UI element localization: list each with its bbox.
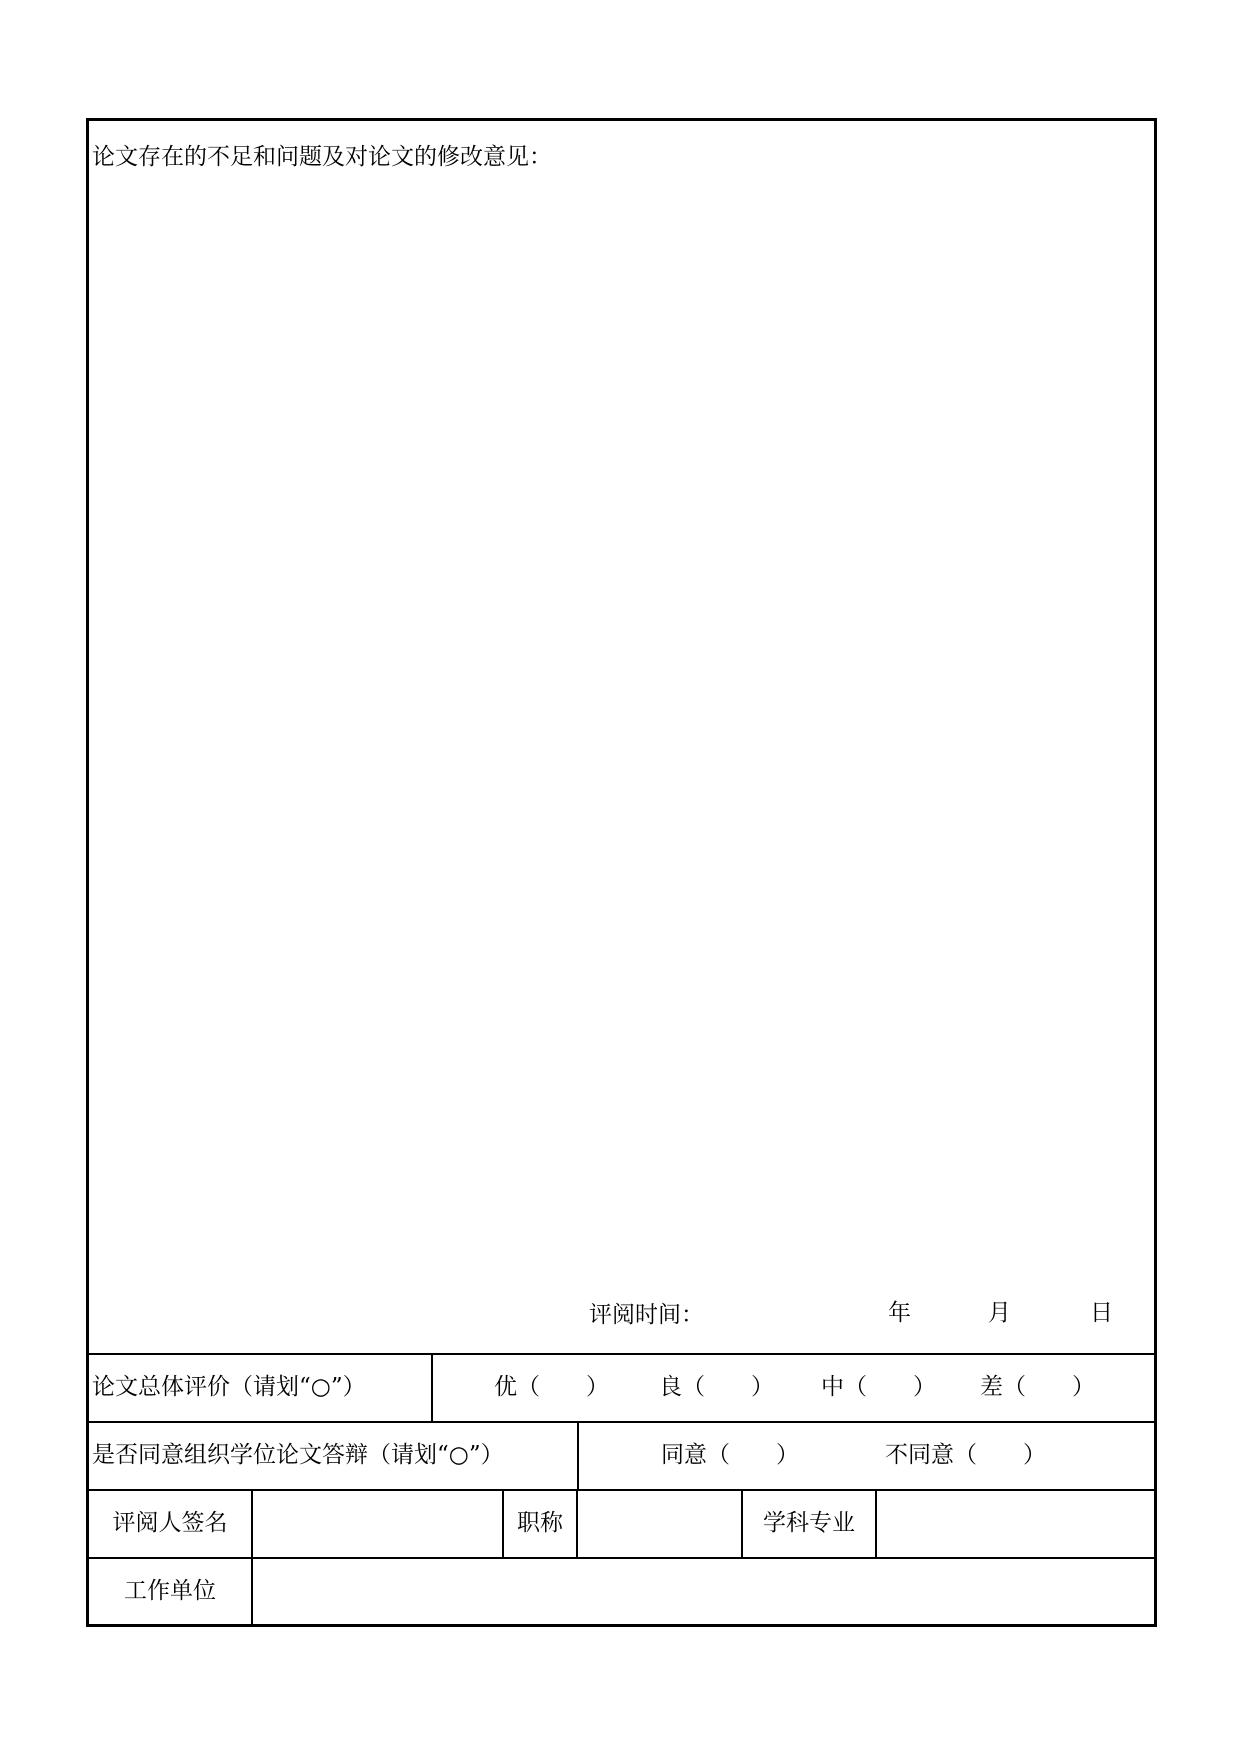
overall-option-poor[interactable]: 差（ ） [980, 1374, 1095, 1400]
overall-evaluation-label: 论文总体评价（请划“○”） [92, 1374, 366, 1400]
review-form [86, 118, 1157, 1627]
review-time-label: 评阅时间： [589, 1302, 704, 1328]
review-time-year: 年 [888, 1300, 911, 1326]
consent-option-disagree[interactable]: 不同意（ ） [885, 1442, 1046, 1468]
reviewer-organization-label: 工作单位 [124, 1578, 216, 1604]
review-time-month: 月 [988, 1300, 1011, 1326]
overall-divider [431, 1353, 433, 1421]
reviewer-signature-label: 评阅人签名 [112, 1510, 228, 1536]
reviewer-title-label: 职称 [517, 1510, 563, 1536]
reviewer-discipline-label: 学科专业 [763, 1510, 855, 1536]
reviewer-discipline-field[interactable] [877, 1491, 1154, 1557]
reviewer-title-field[interactable] [578, 1491, 741, 1557]
overall-option-good[interactable]: 良（ ） [659, 1374, 774, 1400]
consent-option-agree[interactable]: 同意（ ） [661, 1442, 799, 1468]
overall-option-excellent[interactable]: 优（ ） [494, 1374, 609, 1400]
comments-label: 论文存在的不足和问题及对论文的修改意见： [92, 144, 552, 170]
reviewer-signature-field[interactable] [253, 1491, 502, 1557]
review-time-day: 日 [1090, 1300, 1113, 1326]
divider-consent [89, 1421, 1154, 1423]
overall-option-medium[interactable]: 中（ ） [821, 1374, 936, 1400]
divider-overall [89, 1353, 1154, 1355]
consent-divider [577, 1421, 579, 1489]
comments-area[interactable] [89, 181, 1154, 1361]
defense-consent-label: 是否同意组织学位论文答辩（请划“○”） [92, 1442, 504, 1468]
reviewer-organization-field[interactable] [253, 1559, 1154, 1625]
